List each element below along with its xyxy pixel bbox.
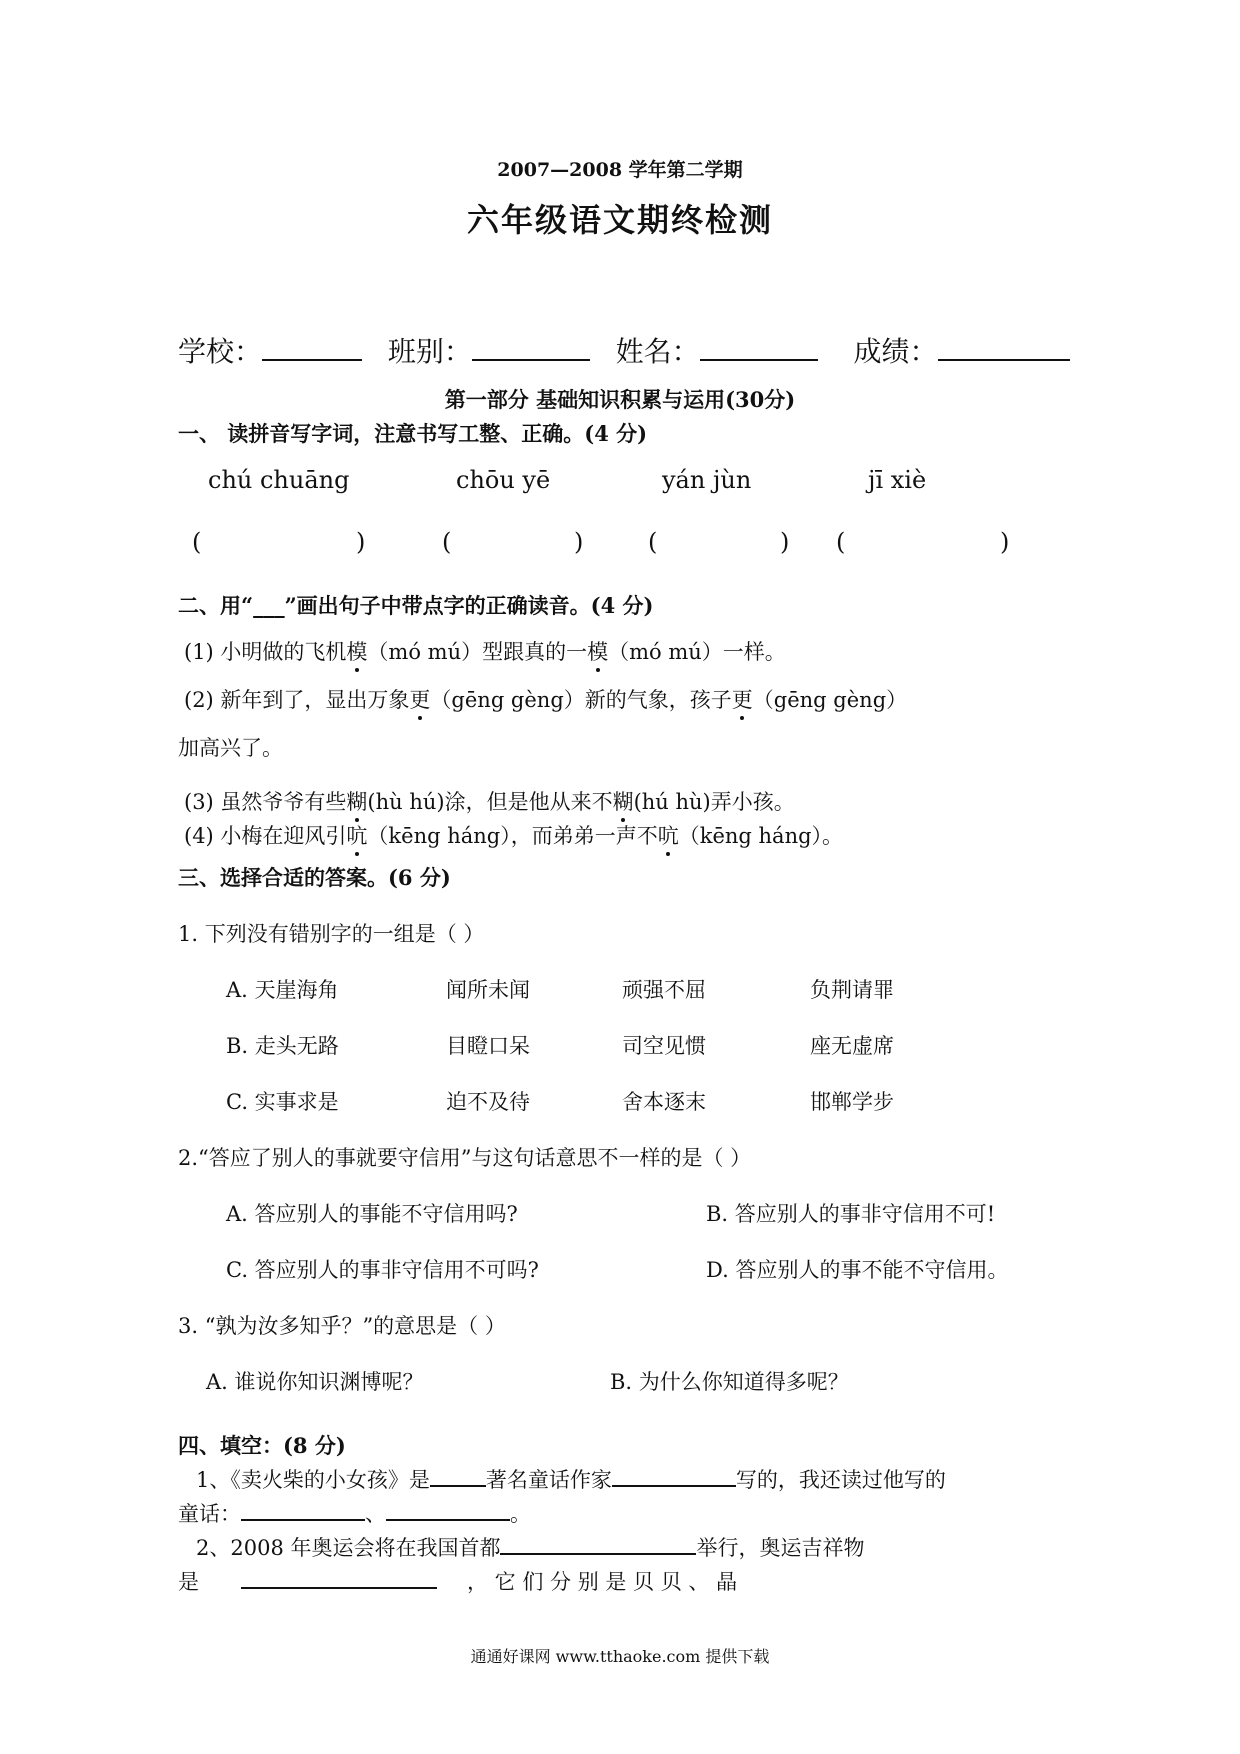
q1-paren-close-3: ) <box>780 528 790 556</box>
q3-row-b-4: 座无虚席 <box>810 1034 894 1058</box>
q3-item-3: 3. “孰为汝多知乎？”的意思是（ ） <box>178 1314 506 1338</box>
q2-s4-dotted-char-1: 吭 <box>346 820 367 850</box>
info-line <box>178 330 1070 370</box>
q2-s4-text-a: (4) 小梅在迎风引 <box>184 824 347 848</box>
q4-blank-author[interactable] <box>612 1484 736 1487</box>
q4-l3-text-b: 举行，奥运吉祥物 <box>696 1536 865 1560</box>
q3-opt2-a: A. 答应别人的事能不守信用吗? <box>226 1202 518 1226</box>
q3-row-b-1: B. 走头无路 <box>226 1034 339 1058</box>
school-label: 学校： <box>178 335 263 368</box>
q2-s3-text-b: (hù hú)涂，但是他从来不 <box>367 790 613 814</box>
q4-l2-text-a: 童话： <box>178 1502 241 1526</box>
q4-blank-mascot[interactable] <box>241 1586 437 1589</box>
q2-s4-text-c: （kēng háng）。 <box>678 824 844 848</box>
q2-sentence-2-cont: 加高兴了。 <box>178 736 283 760</box>
q2-s3-dotted-char-2: 糊 <box>613 786 634 816</box>
q3-row-c-4: 邯郸学步 <box>810 1090 894 1114</box>
q2-s2-text-c: （gēng gèng） <box>752 688 908 712</box>
q1-heading: 一、 读拼音写字词，注意书写工整、正确。(4 分) <box>178 421 648 446</box>
score-blank[interactable] <box>938 358 1070 361</box>
q4-l2-text-b: 、 <box>365 1502 386 1526</box>
q4-l4-text-a: 是 <box>178 1570 199 1594</box>
q3-row-a-3: 顽强不屈 <box>622 978 706 1002</box>
q2-s2-text-b: （gēng gèng）新的气象，孩子 <box>430 688 732 712</box>
q2-sentence-3 <box>184 786 795 816</box>
q2-s3-text-a: (3) 虽然爷爷有些 <box>184 790 347 814</box>
q2-s2-dotted-char-2: 更 <box>732 684 753 714</box>
q4-line-2 <box>178 1498 531 1528</box>
q3-row-c-2: 迫不及待 <box>446 1090 530 1114</box>
q2-sentence-2 <box>184 684 907 714</box>
q2-s1-text-c: （mó mú）一样。 <box>608 640 786 664</box>
q3-opt3-b: B. 为什么你知道得多呢？ <box>610 1370 849 1394</box>
q3-row-c-3: 舍本逐末 <box>622 1090 706 1114</box>
q4-line-4 <box>178 1566 737 1596</box>
school-blank[interactable] <box>262 358 362 361</box>
q4-blank-city[interactable] <box>500 1552 696 1555</box>
q3-item-1: 1. 下列没有错别字的一组是（ ） <box>178 922 485 946</box>
q3-opt2-d: D. 答应别人的事不能不守信用。 <box>706 1258 1009 1282</box>
q2-s1-dotted-char-2: 模 <box>587 636 608 666</box>
q2-heading <box>178 590 653 620</box>
exam-term: 2007—2008 学年第二学期 <box>497 159 743 181</box>
q4-line-1 <box>196 1464 946 1494</box>
q4-blank-story-2[interactable] <box>386 1518 510 1521</box>
q4-line-3 <box>196 1532 864 1562</box>
q1-pinyin-4: jī xiè <box>868 466 927 494</box>
q2-s1-text-b: （mó mú）型跟真的一 <box>367 640 588 664</box>
q1-paren-open-2: ( <box>442 528 452 556</box>
exam-title: 六年级语文期终检测 <box>466 201 773 239</box>
q3-row-a-4: 负荆请罪 <box>810 978 894 1002</box>
q1-paren-close-2: ) <box>574 528 584 556</box>
q3-opt2-b: B. 答应别人的事非守信用不可! <box>706 1202 996 1226</box>
q3-row-b-3: 司空见惯 <box>622 1034 706 1058</box>
q4-heading: 四、填空：(8 分) <box>178 1433 346 1458</box>
part-one-heading: 第一部分 基础知识积累与运用(30分) <box>444 387 796 412</box>
q4-l1-text-b: 著名童话作家 <box>485 1468 612 1492</box>
q4-l1-text-a: 1、《卖火柴的小女孩》是 <box>196 1468 430 1492</box>
name-label: 姓名： <box>615 335 700 368</box>
q3-heading: 三、选择合适的答案。(6 分) <box>178 865 451 890</box>
q1-paren-close-4: ) <box>1000 528 1010 556</box>
q2-heading-post: ”画出句子中带点字的正确读音。(4 分) <box>284 593 654 618</box>
q4-l2-text-c: 。 <box>510 1502 531 1526</box>
class-blank[interactable] <box>472 358 590 361</box>
name-blank[interactable] <box>700 358 818 361</box>
q2-sentence-4 <box>184 820 843 850</box>
q3-opt3-a: A. 谁说你知识渊博呢？ <box>206 1370 424 1394</box>
q1-pinyin-1: chú chuāng <box>208 466 350 494</box>
q2-s1-text-a: (1) 小明做的飞机 <box>184 640 347 664</box>
score-label: 成绩： <box>853 335 938 368</box>
q2-heading-pre: 二、用“ <box>178 593 254 618</box>
q4-blank-nationality[interactable] <box>430 1484 486 1487</box>
q4-l1-text-c: 写的，我还读过他写的 <box>735 1468 946 1492</box>
footer-credit: 通通好课网 www.tthaoke.com 提供下载 <box>470 1647 770 1666</box>
q4-l3-text-a: 2、2008 年奥运会将在我国首都 <box>196 1536 501 1560</box>
q2-s4-text-b: （kēng háng），而弟弟一声不 <box>367 824 658 848</box>
q2-s3-dotted-char-1: 糊 <box>346 786 367 816</box>
q1-paren-close-1: ) <box>356 528 366 556</box>
q2-s3-text-c: (hú hù)弄小孩。 <box>633 790 795 814</box>
q2-s4-dotted-char-2: 吭 <box>658 820 679 850</box>
q3-item-2: 2.“答应了别人的事就要守信用”与这句话意思不一样的是（ ） <box>178 1146 752 1170</box>
q2-heading-blank: ___ <box>253 593 285 618</box>
q2-s2-dotted-char-1: 更 <box>409 684 430 714</box>
class-label: 班别： <box>387 335 472 368</box>
q1-paren-open-4: ( <box>836 528 846 556</box>
q2-s2-text-a: (2) 新年到了，显出万象 <box>184 688 410 712</box>
q3-row-c-1: C. 实事求是 <box>226 1090 339 1114</box>
q1-paren-open-1: ( <box>192 528 202 556</box>
q3-row-a-2: 闻所未闻 <box>446 978 530 1002</box>
q3-opt2-c: C. 答应别人的事非守信用不可吗? <box>226 1258 539 1282</box>
q2-sentence-1 <box>184 636 786 666</box>
q3-row-a-1: A. 天崖海角 <box>226 978 339 1002</box>
q4-blank-story-1[interactable] <box>241 1518 365 1521</box>
q3-row-b-2: 目瞪口呆 <box>446 1034 530 1058</box>
q1-pinyin-3: yán jùn <box>662 466 752 494</box>
q1-pinyin-2: chōu yē <box>456 466 551 494</box>
q1-paren-open-3: ( <box>648 528 658 556</box>
q2-s1-dotted-char-1: 模 <box>346 636 367 666</box>
q4-l4-text-b: ， 它 们 分 别 是 贝 贝 、 晶 <box>467 1570 738 1594</box>
